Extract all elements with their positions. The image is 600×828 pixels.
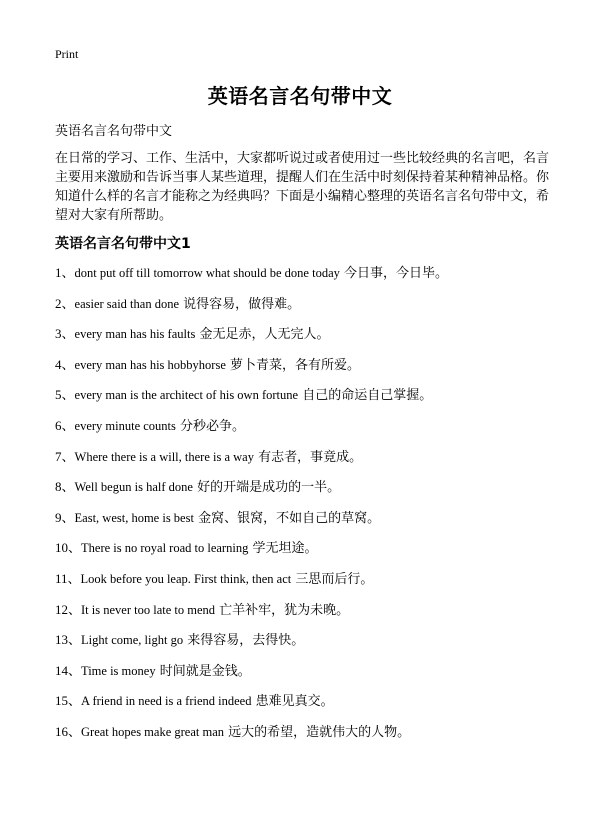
- quote-number: 8、: [55, 479, 75, 495]
- intro-paragraph: 在日常的学习、工作、生活中，大家都听说过或者使用过一些比较经典的名言吧，名言主要用来激励和告诉当事人某些道理，提醒人们在生活中时刻保持着某种精神品格。你知道什么样的名言才能称之为经典吗？下面是小编精心整理的英语名言名句带中文，希望对大家有所帮助。: [55, 151, 550, 223]
- quote-number: 10、: [55, 540, 82, 556]
- quote-chinese: 分秒必争。: [180, 418, 246, 434]
- quote-item: [55, 478, 575, 509]
- quote-chinese: 今日事，今日毕。: [344, 266, 449, 281]
- quote-chinese: 萝卜青菜，各有所爱。: [230, 357, 361, 373]
- quote-chinese: 金无足赤，人无完人。: [199, 327, 330, 343]
- quote-english: East, west, home is best: [74, 510, 194, 525]
- quote-chinese: 时间就是金钱。: [159, 663, 251, 679]
- quote-chinese: 三思而后行。: [295, 571, 374, 587]
- quote-item: [55, 417, 575, 448]
- quote-english: Light come, light go: [81, 633, 184, 648]
- quote-number: 16、: [55, 723, 82, 739]
- quote-english: every minute counts: [74, 418, 176, 433]
- quote-item: [55, 662, 575, 693]
- print-link[interactable]: Print: [55, 47, 79, 61]
- quote-list: [55, 264, 575, 754]
- quote-chinese: 金窝、银窝，不如自己的草窝。: [198, 510, 381, 526]
- quote-item: [55, 325, 575, 356]
- quote-number: 12、: [55, 601, 82, 617]
- section-heading: 英语名言名句带中文1: [55, 236, 191, 252]
- quote-item: [55, 723, 575, 754]
- quote-item: [55, 509, 575, 540]
- quote-item: [55, 570, 575, 601]
- quote-number: 7、: [55, 448, 75, 464]
- quote-chinese: 说得容易，做得难。: [183, 296, 301, 312]
- quote-item: [55, 295, 575, 326]
- quote-number: 15、: [55, 693, 82, 709]
- quote-chinese: 有志者，事竟成。: [258, 449, 363, 465]
- quote-item: [55, 386, 575, 417]
- quote-english: easier said than done: [74, 296, 179, 311]
- quote-english: Look before you leap. First think, then act: [80, 571, 292, 586]
- quote-number: 3、: [55, 326, 75, 342]
- quote-number: 1、: [55, 265, 75, 280]
- quote-english: every man has his hobbyhorse: [74, 357, 226, 372]
- quote-number: 13、: [55, 632, 82, 648]
- quote-english: A friend in need is a friend indeed: [81, 694, 252, 709]
- quote-item: [55, 631, 575, 662]
- quote-chinese: 好的开端是成功的一半。: [197, 480, 341, 496]
- quote-number: 5、: [55, 387, 75, 403]
- quote-chinese: 学无坦途。: [252, 541, 318, 557]
- quote-chinese: 亡羊补牢，犹为未晚。: [219, 602, 350, 618]
- quote-chinese: 远大的希望，造就伟大的人物。: [228, 724, 411, 740]
- quote-item: [55, 539, 575, 570]
- quote-item: [55, 448, 575, 479]
- quote-chinese: 患难见真交。: [255, 694, 334, 710]
- quote-english: dont put off till tomorrow what should be done today: [74, 266, 340, 280]
- quote-number: 11、: [55, 570, 81, 586]
- quote-english: every man has his faults: [74, 327, 196, 342]
- quote-number: 14、: [55, 662, 82, 678]
- quote-number: 4、: [55, 356, 75, 372]
- quote-item: [55, 356, 575, 387]
- quote-english: every man is the architect of his own fortune: [74, 388, 299, 403]
- quote-english: Time is money: [81, 663, 156, 678]
- document-subtitle: 英语名言名句带中文: [55, 124, 173, 139]
- quote-item: [55, 692, 575, 723]
- quote-number: 2、: [55, 295, 75, 311]
- quote-english: Great hopes make great man: [81, 724, 225, 739]
- quote-item: [55, 601, 575, 632]
- quote-number: 9、: [55, 509, 75, 525]
- quote-english: It is never too late to mend: [81, 602, 216, 617]
- quote-chinese: 来得容易，去得快。: [187, 633, 305, 649]
- quote-chinese: 自己的命运自己掌握。: [302, 388, 433, 404]
- quote-english: There is no royal road to learning: [81, 541, 249, 556]
- quote-english: Where there is a will, there is a way: [74, 449, 254, 464]
- document-title: 英语名言名句带中文: [207, 84, 393, 108]
- quote-item: [55, 264, 575, 295]
- quote-number: 6、: [55, 417, 75, 433]
- quote-english: Well begun is half done: [74, 480, 193, 495]
